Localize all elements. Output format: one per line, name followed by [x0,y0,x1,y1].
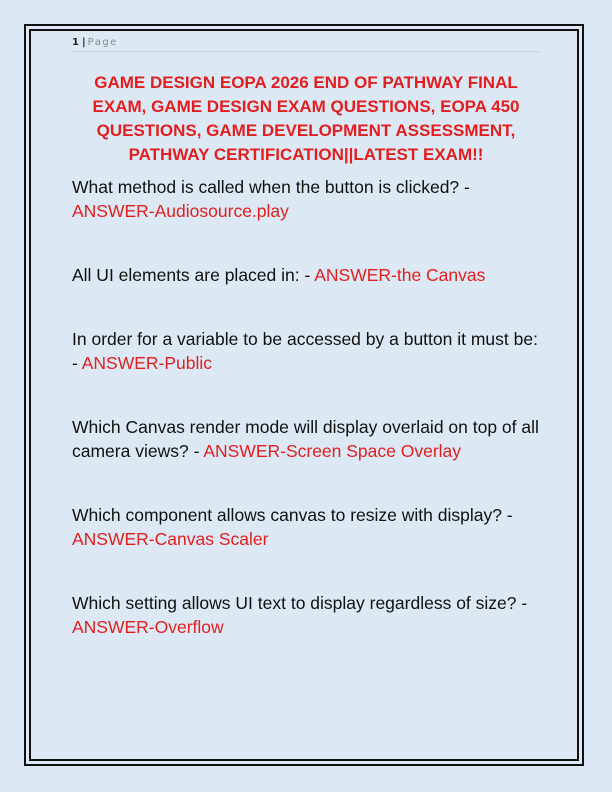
page-separator: | [81,37,86,48]
answer-text: ANSWER-Canvas Scaler [72,529,269,549]
page-label: Page [87,37,118,48]
answer-text: ANSWER-Audiosource.play [72,201,289,221]
question-text: What method is called when the button is clicked? - [72,177,470,197]
qa-item-4 [72,415,542,463]
qa-item-5 [72,503,542,551]
qa-item-6 [72,591,542,639]
answer-text: ANSWER-Screen Space Overlay [203,441,462,461]
question-text: Which setting allows UI text to display regardless of size? - [72,593,528,613]
document-title: GAME DESIGN EOPA 2026 END OF PATHWAY FINAL EXAM, GAME DESIGN EXAM QUESTIONS, EOPA 450 QUESTIONS, GAME DEVELOPMENT ASSESSMENT, PATHWAY CERTIFICATION||LATEST EXAM!! [92,73,520,164]
answer-text: ANSWER-Overflow [72,617,224,637]
page-header [72,36,540,52]
question-text: All UI elements are placed in: - [72,265,311,285]
qa-item-1 [72,175,542,223]
page-number: 1 [72,37,79,48]
qa-item-3 [72,327,542,375]
question-text: Which Canvas render mode will display overlaid on top of all camera views? - [72,417,539,461]
answer-text: ANSWER-Public [81,353,213,373]
qa-item-2 [72,263,542,287]
question-text: Which component allows canvas to resize with display? - [72,505,513,525]
question-text: In order for a variable to be accessed by a button it must be: - [72,329,538,373]
answer-text: ANSWER-the Canvas [314,265,486,285]
